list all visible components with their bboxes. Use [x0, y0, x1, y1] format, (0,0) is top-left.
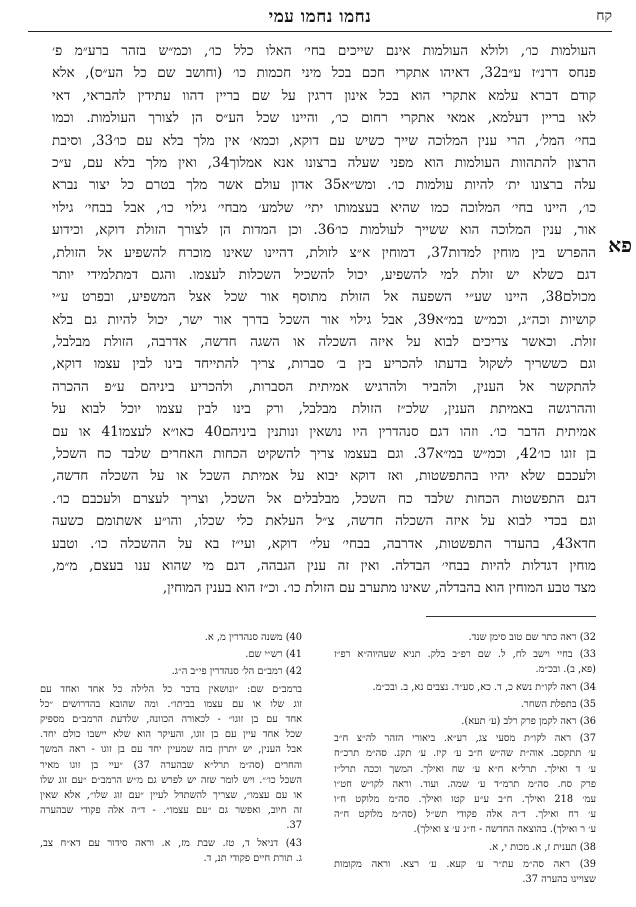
footnotes-right-column — [334, 630, 596, 889]
footnote-line: 37. — [286, 820, 302, 832]
body-line: חדא43, בהעדר התפשטות, אדרבה, בבחי׳ עלי׳ דוקא, ועי״ז בא על ההשכלה כו׳. וטבע — [52, 535, 596, 552]
page-number: קח — [596, 8, 612, 24]
footnote — [334, 714, 596, 729]
footnote — [334, 647, 596, 677]
footnote-line: עמ׳ 218 ואילך. ח״ב ע״ע קטו ואילך. סה״מ מלוקט ח״ו — [334, 794, 596, 806]
body-line: להתקשר אל הענין, ולהביר ולהרגיש אמיתית הסברות, ולהכריע ביניהם ע״פ ההכרה — [52, 378, 596, 395]
footnote-line: ע׳ תתקסב. אוה״ת שה״ש ח״ב ע׳ קיז. ע׳ תקנ. סה״מ תרכ״ח — [334, 748, 596, 760]
footnote — [40, 630, 302, 645]
body-line: מכולם38, היינו שע״י השפעה אל הזולת מתוסף אור שכל אצל המשפיע, ובפרט ע״י — [52, 289, 596, 306]
body-line: בחי׳ המל׳, הרי ענין המלוכה שייך כשיש עם דוקא, וכמא׳ אין מלך בלא עם כו׳33, וסיבת — [52, 132, 596, 149]
footnote-line: זוג שלו או עם עצמו בביתו״. ומה שהובא בהדרושים ״כל — [40, 698, 302, 710]
footnote — [334, 680, 596, 695]
footnote — [334, 840, 596, 855]
header-rule — [28, 31, 612, 32]
footnote — [40, 664, 302, 679]
body-line: זולת. וכאשר צריכים לבוא על איזה השכלה או השגה חדשה, אדרבה, הזולת מבלבל, — [52, 334, 596, 351]
footnote-line: אבל הענין, יש יתרון בזה שמעיין יחד עם בן זוגו - ראה המשך — [40, 744, 302, 756]
footnote-line: פרק סח. סה״מ תרמ״ד ע׳ שמה. ועוד. וראה לקו״ש חט״ו — [334, 778, 596, 790]
body-line: אמיתית הדבר כו׳. וזהו דגם סנהדרין היו נושאין ונותנין ביניהם40 כאו״א לעצמו41 או עם — [52, 423, 596, 440]
body-line: קודם דברא עלמא אתקרי הוא בכל אינון דרגין על שם בריין דהוו עתידין להבראי, דאי — [52, 87, 596, 104]
footnote-line: 41) רש״י שם. — [245, 649, 302, 661]
footnote-rule — [426, 616, 596, 617]
footnote — [40, 647, 302, 662]
footnote-line: אחד עם בן זוגו״ - לכאורה הכוונה, שלדעת הרמב״ם מספיק — [40, 714, 302, 726]
body-line: מוחין דגדלות להיות בבחי׳ הבדלה. ואין זה ענין הגבהה, דגם מי שהוא ענו בעצם, מ״מ, — [52, 557, 596, 574]
page-header — [28, 4, 612, 30]
body-line: אור, ענין המלוכה הוא ששייך לעולמות כו׳36. וכן המדות הן לצורך הזולת דוקא, וכידוע — [52, 222, 596, 239]
footnote-line: והחרים (סה״מ תרל״א שבהערה 37) ״עיי בן זוגו מאיר — [40, 759, 302, 771]
footnote-line: 36) ראה לקמן פרק רלב (ע׳ תעא). — [461, 716, 596, 728]
body-line: עלה ברצונו ית׳ להיות עולמות כו׳. ומש״א35 אדון עולם אשר מלך בטרם כל יצור נברא — [52, 177, 596, 194]
footnote-line: 39) ראה סה״מ עת״ר ע׳ קעא. ע׳ רצא. וראה מקומות — [334, 858, 596, 870]
body-line: הרצון להתהוות העולמות הוא מפני שעלה ברצונו אנא אמלוך34, ואין מלך בלא עם, ע״כ — [52, 154, 596, 171]
footnote — [40, 682, 302, 834]
body-line: בן זוגו כו׳42, וכמ״ש במ״א37. וגם בעצמו צריך להשקיט הכחות האחרים שלבד כח השכל, — [52, 446, 596, 463]
footnote-line: ע׳ ר ואילך). בהוצאה החדשה - ח״ג ע׳ צ ואילך). — [413, 824, 596, 836]
footnote-line: זה חיוב, ואפשר גם ״עם עצמו״. - ד״ה אלה פקודי שבהערה — [40, 805, 302, 817]
footnote-line: שצויינו בהערה 37. — [522, 874, 596, 886]
footnote-line: 38) תענית ז, א. מכות י, א. — [489, 841, 596, 853]
footnote-line: ג. תורת חיים פקודי תנ, ד. — [203, 852, 302, 864]
running-title: נחמו נחמו עמי — [268, 7, 372, 27]
footnote-line: 43) דניאל ד, טז. שבת מז, א. וראה סידור עם דא״ח צב, — [40, 837, 302, 849]
footnote-line: 42) רמב״ם הל׳ סנהדרין פי״ב ה״ג. — [171, 666, 302, 678]
footnote-line: 32) ראה כתר שם טוב סימן שנד. — [468, 632, 596, 643]
body-line: וגם כששריך לשקול בדעתו להכריע בין ב׳ סברות, צריך להתייחד בינו לבין עצמו דוקא, — [52, 356, 596, 373]
footnote — [40, 836, 302, 866]
footnote-line: 33) בחיי וישב לח, ל. שם רפ״ב בלק. תניא שעהיוה״א רפ״ז — [334, 649, 596, 661]
body-line: פנחס דרנ״ז ע״ב32, דאיהו אתקרי חכם בכל מיני חכמות כו׳ (וחושב שם כל הע״ס), אלא — [52, 65, 596, 82]
footnote-line: 35) בתפלת השחר. — [520, 698, 596, 710]
footnote-line: השכל כו׳״. ויש לומר שזה יש לפרש גם מ״ש הרמב״ם ״עם זוג שלו — [40, 774, 302, 786]
main-text-block — [52, 40, 596, 600]
body-line: ההפרש בין מוחין למדות37, דמוחין א״צ לזולת, דהיינו שאינו מוכרח להשפיע אל הזולת, — [52, 244, 596, 261]
footnote-line: 40) משנה סנהדרין מ, א. — [204, 632, 302, 643]
body-line: מצד טבע המוחין הוא בהבדלה, שאינו מתערב עם הזולת כו׳. וכ״ז הוא בענין המוחין, — [162, 580, 596, 597]
body-line: וההרגשה באמיתת הענין, שלכ״ז הזולת מבלבל, ורק בינו לבין עצמו יוכל לבוא על — [52, 401, 596, 418]
footnote-line: ע׳ ד ואילך. תרל״א ח״א ע׳ שח ואילך. המשך וככה תרל״ז — [334, 763, 596, 775]
body-line: ולעכבם שלא יהיו בהתפשטות, ואז דוקא יבוא על אמיתת השכל או על השכלה חדשה, — [52, 468, 596, 485]
body-line: העולמות כו׳, ולולא העולמות אינם שייכים בחי׳ האלו כלל כו׳, וכמ״ש בזהר ברע״מ פ׳ — [52, 43, 596, 59]
footnote-line: 34) ראה לקו״ת נשא כ, ד. כא, סע״ד. נצבים נא, ב. ובכ״מ. — [372, 681, 596, 693]
footnote-line: 37) ראה לקו״ת מסעי צג, רע״א. ביאורי הזהר לה״צ ח״ב — [334, 733, 596, 745]
footnotes-left-column — [40, 630, 302, 868]
footnote-line: ברמב״ם שם: ״ונושאין בדבר כל הלילה כל אחד ואחד עם — [40, 683, 302, 695]
body-line: דגם התפשטות הכחות שלבד כח השכל, מבלבלים אל השכל, וצריך לעצרם ולעכבם כו׳. — [52, 490, 596, 507]
body-line: וגם בכדי לבוא על איזה השכלה חדשה, צ״ל העלאת כלי שכלו, והו״ע אשתומם כשעה — [52, 513, 596, 530]
body-line: לאו בריין דעלמא, אמאי אתקרי רחום כו׳, והיינו שכל הע״ס הן לצורך העולמות. וכמו — [52, 110, 596, 127]
footnote-line: ע׳ רח ואילך. ד״ה אלה פקודי תש״ל (סה״מ מלוקט ח״ה — [334, 809, 596, 821]
body-line: כו׳, היינו בחי׳ המלוכה כמו שהיא בעצמותו יתי׳ שלמע׳ מבחי׳ גילוי כו׳, אבל בבחי׳ גילוי — [52, 199, 596, 216]
footnote — [334, 697, 596, 712]
footnote — [334, 731, 596, 837]
footnote-line: שכל אחד עיין עם בן זוגו, והעיקר הוא שלא יישבו כולם יחד. — [40, 729, 302, 741]
footnote-line: (פא, ב). ובכ״מ. — [535, 664, 596, 676]
body-line: דגם כשלא יש זולת למי להשפיע, יכול להשכיל השכלות לעצמו. והגם דמתלמידי יותר — [52, 266, 596, 283]
footnote-line: או עם עצמו״, שצריך להשתדל לעיין ״עם זוג שלו״, אלא שאין — [40, 790, 302, 802]
footnote — [334, 857, 596, 887]
margin-section-mark: פא — [608, 233, 632, 257]
body-line: קושיות וכה״ג, וכמ״ש במ״א39, אבל גילוי אור השכל בדרך אור ישר, יכול להיות גם בלא — [52, 311, 596, 328]
footnote — [334, 630, 596, 645]
